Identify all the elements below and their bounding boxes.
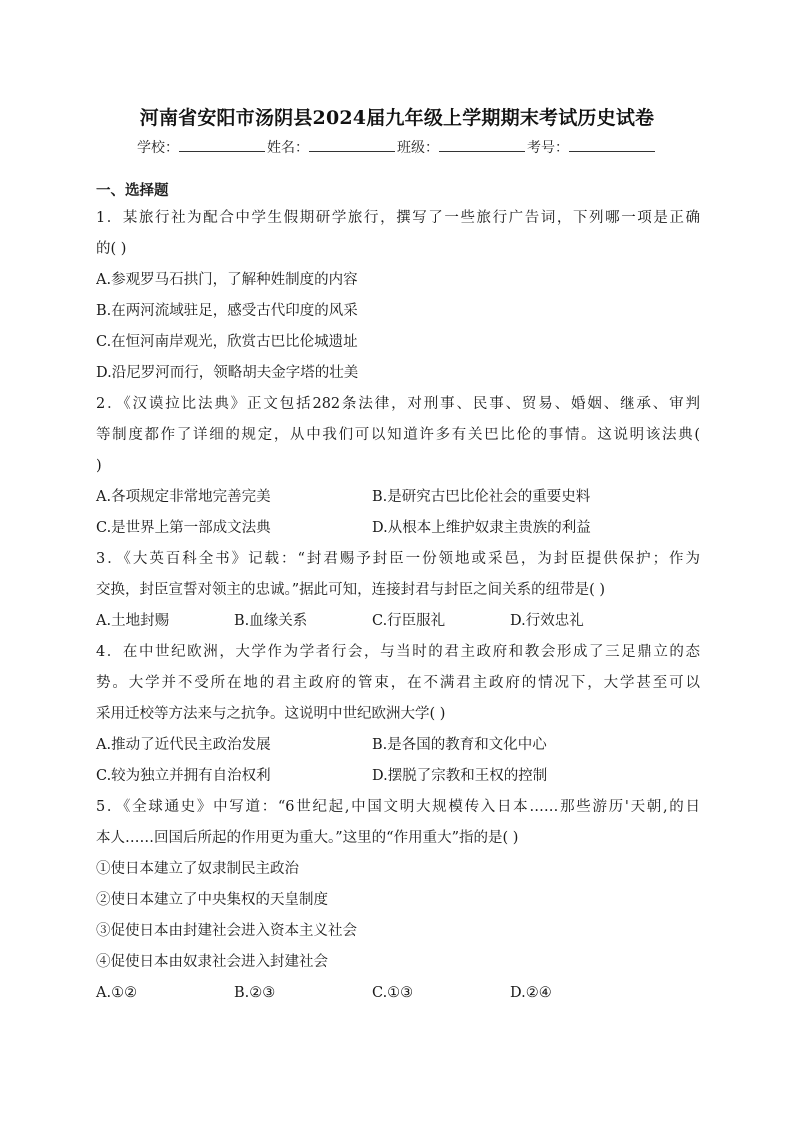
exam-number-blank[interactable] bbox=[569, 137, 655, 152]
options-row bbox=[96, 730, 700, 761]
question-stem-line: 等制度都作了详细的规定，从中我们可以知道许多有关巴比伦的事情。这说明该法典( bbox=[96, 427, 700, 443]
options-row bbox=[96, 482, 700, 513]
statement-1: ①使日本建立了奴隶制民主政治 bbox=[96, 861, 299, 877]
school-blank[interactable] bbox=[179, 137, 265, 152]
class-label: 班级： bbox=[397, 140, 439, 156]
option-a[interactable]: A.各项规定非常地完善完美 bbox=[96, 489, 271, 505]
name-blank[interactable] bbox=[309, 137, 395, 152]
option-c[interactable]: C.在恒河南岸观光，欣赏古巴比伦城遗址 bbox=[96, 334, 358, 350]
student-info-row bbox=[0, 137, 794, 157]
question-stem-line: 采用迁校等方法来与之抗争。这说明中世纪欧洲大学( ) bbox=[96, 706, 446, 722]
name-label: 姓名： bbox=[267, 140, 309, 156]
options-row bbox=[96, 978, 700, 1009]
option-b[interactable]: B.是研究古巴比伦社会的重要史料 bbox=[372, 489, 591, 505]
statement-2: ②使日本建立了中央集权的天皇制度 bbox=[96, 892, 328, 908]
option-c[interactable]: C.是世界上第一部成文法典 bbox=[96, 520, 271, 536]
option-b[interactable]: B.②③ bbox=[234, 985, 276, 1001]
section-heading: 一、选择题 bbox=[96, 183, 169, 199]
options-row bbox=[96, 761, 700, 792]
option-a[interactable]: A.①② bbox=[96, 985, 138, 1001]
name-field bbox=[267, 137, 397, 157]
question-stem-line: 本人……回国后所起的作用更为重大。”这里的“作用重大”指的是( ) bbox=[96, 830, 519, 846]
option-d[interactable]: D.从根本上维护奴隶主贵族的利益 bbox=[372, 520, 591, 536]
question-1 bbox=[96, 203, 700, 389]
school-field bbox=[137, 137, 267, 157]
option-d[interactable]: D.沿尼罗河而行，领略胡夫金字塔的壮美 bbox=[96, 365, 359, 381]
question-5 bbox=[96, 792, 700, 1009]
option-a[interactable]: A.土地封赐 bbox=[96, 613, 170, 629]
question-2 bbox=[96, 389, 700, 544]
question-3 bbox=[96, 544, 700, 637]
option-a[interactable]: A.推动了近代民主政治发展 bbox=[96, 737, 271, 753]
class-blank[interactable] bbox=[439, 137, 525, 152]
question-stem-line: 4．在中世纪欧洲，大学作为学者行会，与当时的君主政府和教会形成了三足鼎立的态 bbox=[96, 644, 700, 660]
statement-3: ③促使日本由封建社会进入资本主义社会 bbox=[96, 923, 357, 939]
option-c[interactable]: C.行臣服礼 bbox=[372, 613, 446, 629]
school-label: 学校： bbox=[137, 140, 179, 156]
option-d[interactable]: D.摆脱了宗教和王权的控制 bbox=[372, 768, 548, 784]
exam-title: 河南省安阳市汤阴县2024届九年级上学期期末考试历史试卷 bbox=[139, 107, 655, 129]
option-c[interactable]: C.①③ bbox=[372, 985, 414, 1001]
question-stem-line: 1．某旅行社为配合中学生假期研学旅行，撰写了一些旅行广告词，下列哪一项是正确 bbox=[96, 210, 700, 226]
question-stem-line: 5．《全球通史》中写道：“6世纪起,中国文明大规模传入日本……那些游历'天朝,的日 bbox=[96, 799, 700, 815]
statement-4: ④促使日本由奴隶社会进入封建社会 bbox=[96, 954, 328, 970]
option-c[interactable]: C.较为独立并拥有自治权利 bbox=[96, 768, 271, 784]
option-b[interactable]: B.是各国的教育和文化中心 bbox=[372, 737, 547, 753]
option-b[interactable]: B.在两河流域驻足，感受古代印度的风采 bbox=[96, 303, 358, 319]
exam-number-label: 考号： bbox=[527, 140, 569, 156]
option-a[interactable]: A.参观罗马石拱门，了解种姓制度的内容 bbox=[96, 272, 358, 288]
options-row bbox=[96, 606, 700, 637]
option-d[interactable]: D.②④ bbox=[510, 985, 552, 1001]
question-stem-line: 3．《大英百科全书》记载：“封君赐予封臣一份领地或采邑，为封臣提供保护；作为 bbox=[96, 551, 700, 567]
exam-content bbox=[96, 180, 700, 1009]
question-stem-line: 交换，封臣宣誓对领主的忠诚。”据此可知，连接封君与封臣之间关系的纽带是( ) bbox=[96, 582, 606, 598]
question-stem-line: 势。大学并不受所在地的君主政府的管束，在不满君主政府的情况下，大学甚至可以 bbox=[96, 675, 700, 691]
question-stem-line: ) bbox=[96, 458, 102, 474]
option-d[interactable]: D.行效忠礼 bbox=[510, 613, 584, 629]
question-stem-line: 2．《汉谟拉比法典》正文包括282条法律，对刑事、民事、贸易、婚姻、继承、审判 bbox=[96, 396, 700, 412]
options-row bbox=[96, 513, 700, 544]
exam-number-field bbox=[527, 137, 657, 157]
class-field bbox=[397, 137, 527, 157]
question-stem-line: 的( ) bbox=[96, 241, 127, 257]
option-b[interactable]: B.血缘关系 bbox=[234, 613, 308, 629]
question-4 bbox=[96, 637, 700, 792]
